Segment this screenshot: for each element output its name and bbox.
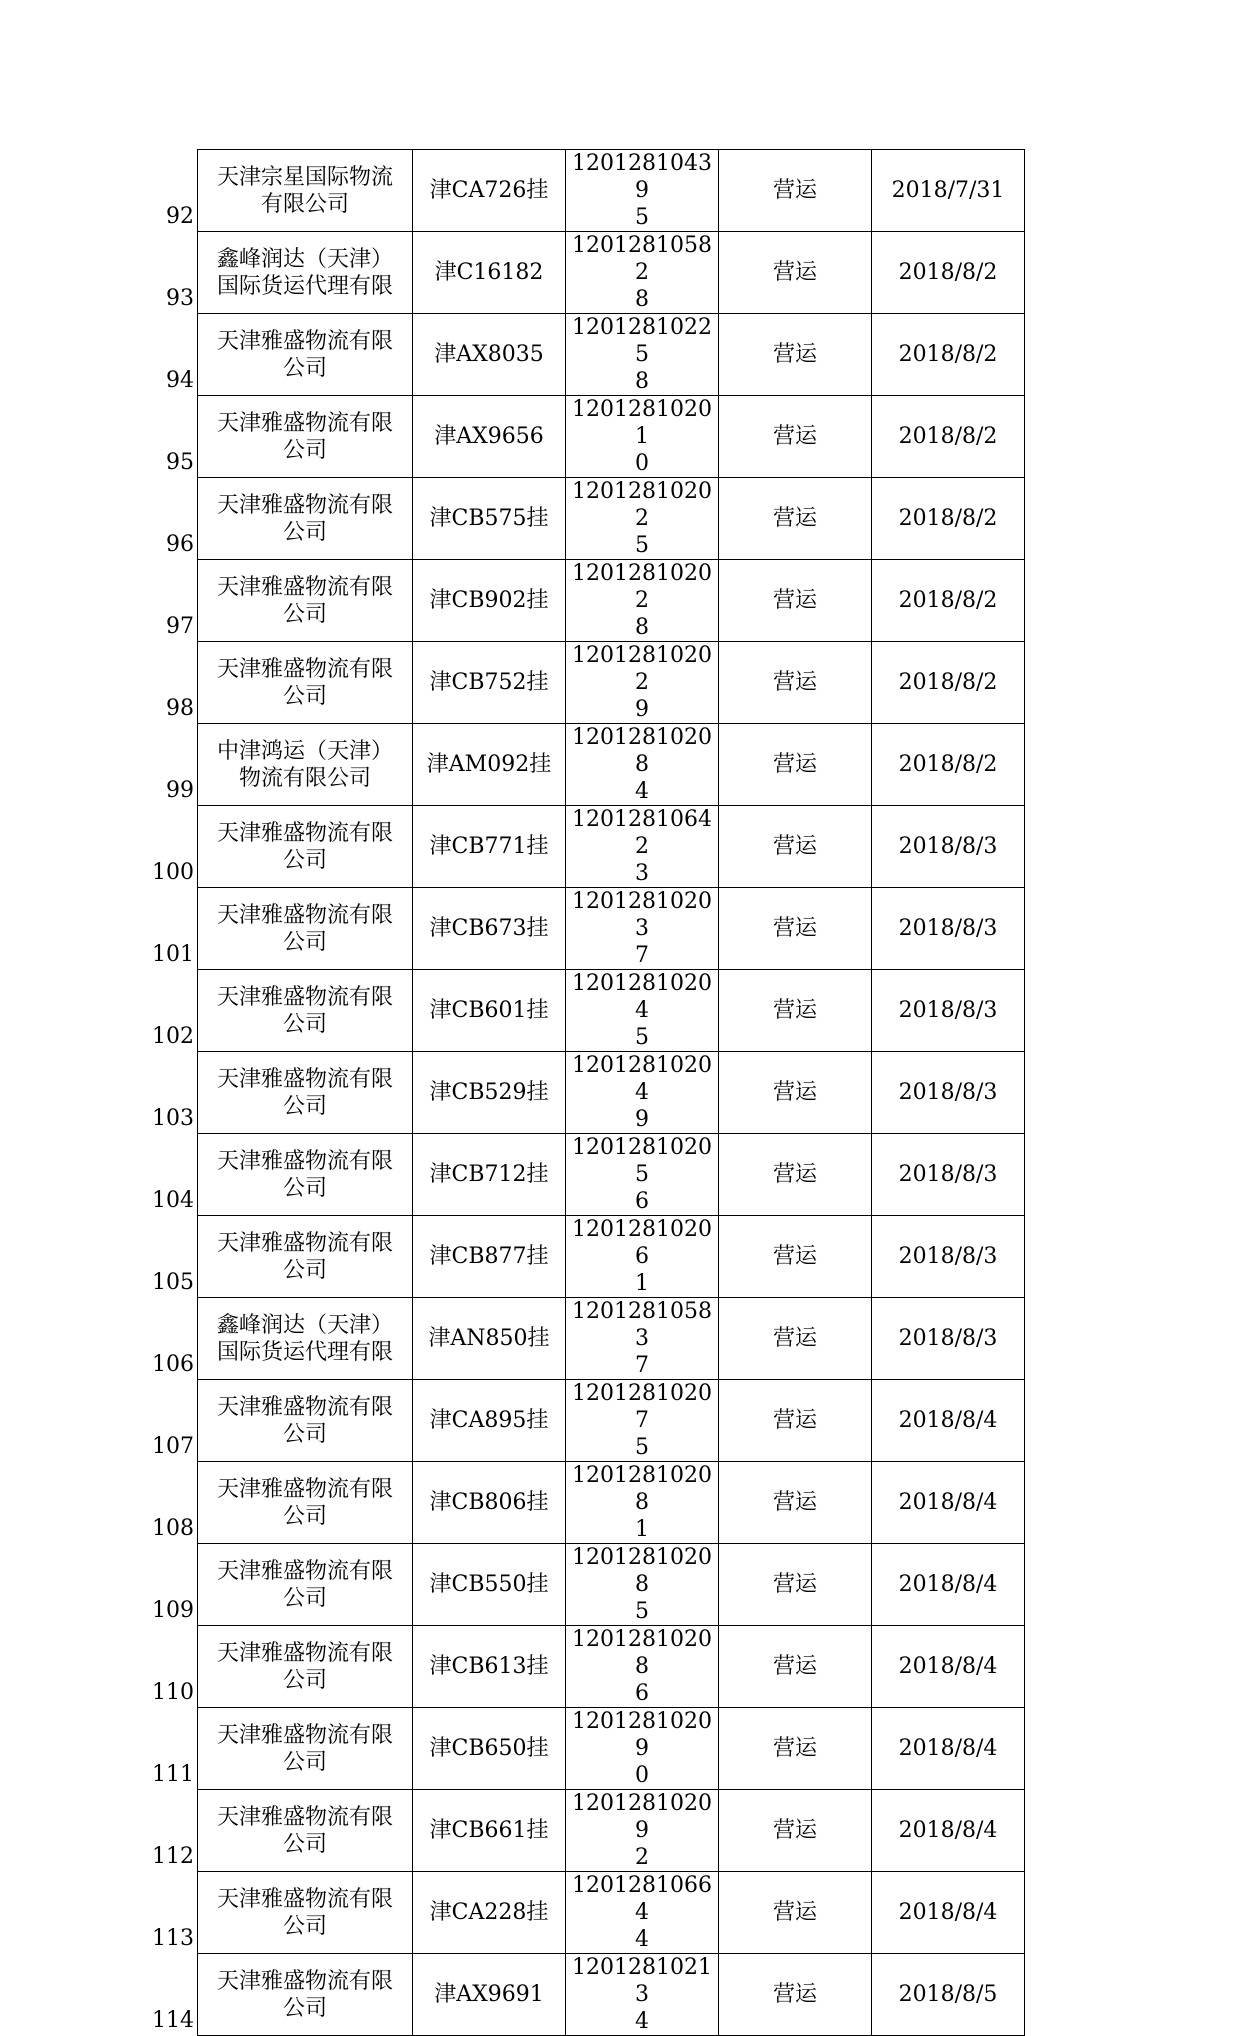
plate-number-cell: 津CB806挂 [413,1462,566,1544]
usage-nature-cell: 营运 [719,1462,872,1544]
permit-number-line: 2 [635,1845,649,1870]
permit-number-cell [566,1708,719,1790]
permit-number-line: 12012810209 [572,1709,712,1761]
company-name-line: 公司 [282,1667,327,1693]
permit-number-cell [566,888,719,970]
company-cell [198,888,413,970]
permit-number-line: 4 [635,2009,649,2034]
table-body [149,150,1025,2036]
table-row [149,1708,1025,1790]
date-cell: 2018/8/4 [872,1544,1025,1626]
plate-number-cell: 津CB712挂 [413,1134,566,1216]
company-cell [198,1708,413,1790]
permit-number-line: 12012810203 [572,889,712,941]
row-number: 114 [152,2007,194,2033]
permit-number-line: 8 [635,615,649,640]
usage-nature-cell: 营运 [719,232,872,314]
date-cell: 2018/7/31 [872,150,1025,232]
usage-nature-cell: 营运 [719,1052,872,1134]
usage-nature-cell: 营运 [719,1380,872,1462]
company-name-line: 公司 [282,519,327,545]
usage-nature-cell: 营运 [719,560,872,642]
permit-number-cell [566,478,719,560]
plate-number-cell: 津CB877挂 [413,1216,566,1298]
date-cell: 2018/8/4 [872,1872,1025,1954]
permit-number-line: 12012810202 [572,479,712,531]
permit-number-line: 12012810201 [572,397,712,449]
usage-nature-cell: 营运 [719,806,872,888]
usage-nature-cell: 营运 [719,314,872,396]
plate-number-cell: 津AM092挂 [413,724,566,806]
permit-number-line: 12012810583 [572,1299,712,1351]
plate-number-cell: 津CB613挂 [413,1626,566,1708]
row-number: 98 [166,695,194,721]
table-row [149,806,1025,888]
date-cell: 2018/8/3 [872,1216,1025,1298]
permit-number-line: 9 [635,697,649,722]
table-row [149,1216,1025,1298]
company-name-line: 天津雅盛物流有限 [216,492,393,518]
row-number: 102 [152,1023,194,1049]
row-number: 92 [166,203,194,229]
company-name-line: 鑫峰润达（天津） [216,1312,393,1338]
permit-number-cell [566,1298,719,1380]
table-row [149,1872,1025,1954]
row-number: 108 [152,1515,194,1541]
plate-number-cell: 津CB771挂 [413,806,566,888]
plate-number-cell: 津CB661挂 [413,1790,566,1872]
company-name-line: 天津雅盛物流有限 [216,902,393,928]
permit-number-line: 12012810206 [572,1217,712,1269]
plate-number-cell: 津CA895挂 [413,1380,566,1462]
table-row [149,150,1025,232]
company-name-line: 天津雅盛物流有限 [216,1968,393,1994]
company-name-line: 天津雅盛物流有限 [216,820,393,846]
table-row [149,478,1025,560]
permit-number-cell [566,560,719,642]
row-number: 96 [166,531,194,557]
table-row [149,396,1025,478]
company-cell [198,1216,413,1298]
company-name-line: 国际货运代理有限 [216,1339,393,1365]
company-name-line: 公司 [282,847,327,873]
table-row [149,1052,1025,1134]
permit-number-line: 5 [635,1599,649,1624]
permit-number-line: 12012810209 [572,1791,712,1843]
row-number: 110 [152,1679,194,1705]
plate-number-cell: 津CB529挂 [413,1052,566,1134]
permit-number-cell [566,1872,719,1954]
permit-number-line: 0 [635,451,649,476]
date-cell: 2018/8/3 [872,888,1025,970]
usage-nature-cell: 营运 [719,1790,872,1872]
permit-number-line: 12012810208 [572,1545,712,1597]
usage-nature-cell: 营运 [719,396,872,478]
permit-number-line: 12012810642 [572,807,712,859]
date-cell: 2018/8/5 [872,1954,1025,2036]
company-name-line: 公司 [282,1503,327,1529]
date-cell: 2018/8/3 [872,806,1025,888]
date-cell: 2018/8/4 [872,1380,1025,1462]
company-cell [198,1544,413,1626]
permit-number-line: 1 [635,1271,649,1296]
table-row [149,888,1025,970]
permit-number-line: 7 [635,943,649,968]
company-cell [198,1872,413,1954]
company-name-line: 天津雅盛物流有限 [216,1394,393,1420]
plate-number-cell: 津CB550挂 [413,1544,566,1626]
company-name-line: 公司 [282,1011,327,1037]
permit-number-line: 8 [635,369,649,394]
company-cell [198,1298,413,1380]
row-number: 93 [166,285,194,311]
date-cell: 2018/8/2 [872,232,1025,314]
usage-nature-cell: 营运 [719,1216,872,1298]
company-name-line: 公司 [282,1421,327,1447]
permit-number-line: 5 [635,533,649,558]
plate-number-cell: 津AX9691 [413,1954,566,2036]
plate-number-cell: 津CB902挂 [413,560,566,642]
company-cell [198,150,413,232]
permit-number-line: 7 [635,1353,649,1378]
permit-number-cell [566,314,719,396]
company-name-line: 公司 [282,1093,327,1119]
company-name-line: 天津雅盛物流有限 [216,1804,393,1830]
plate-number-cell: 津CB673挂 [413,888,566,970]
row-number: 99 [166,777,194,803]
permit-number-line: 12012810204 [572,1053,712,1105]
date-cell: 2018/8/3 [872,970,1025,1052]
permit-number-line: 12012810205 [572,1135,712,1187]
permit-number-line: 5 [635,205,649,230]
company-name-line: 公司 [282,601,327,627]
row-number: 113 [152,1925,194,1951]
row-number: 97 [166,613,194,639]
date-cell: 2018/8/2 [872,478,1025,560]
permit-number-line: 1 [635,1517,649,1542]
date-cell: 2018/8/3 [872,1052,1025,1134]
usage-nature-cell: 营运 [719,888,872,970]
company-cell [198,724,413,806]
company-name-line: 中津鸿运（天津） [216,738,393,764]
usage-nature-cell: 营运 [719,1872,872,1954]
company-name-line: 公司 [282,1585,327,1611]
permit-number-line: 12012810208 [572,1463,712,1515]
plate-number-cell: 津CB601挂 [413,970,566,1052]
company-cell [198,478,413,560]
row-number: 94 [166,367,194,393]
usage-nature-cell: 营运 [719,1708,872,1790]
permit-number-line: 12012810225 [572,315,712,367]
company-name-line: 鑫峰润达（天津） [216,246,393,272]
company-name-line: 天津雅盛物流有限 [216,656,393,682]
date-cell: 2018/8/4 [872,1790,1025,1872]
date-cell: 2018/8/2 [872,314,1025,396]
company-name-line: 天津雅盛物流有限 [216,1476,393,1502]
company-cell [198,970,413,1052]
date-cell: 2018/8/4 [872,1462,1025,1544]
permit-number-cell [566,1380,719,1462]
usage-nature-cell: 营运 [719,642,872,724]
usage-nature-cell: 营运 [719,1954,872,2036]
table-row [149,970,1025,1052]
company-name-line: 天津雅盛物流有限 [216,984,393,1010]
permit-number-line: 12012810202 [572,561,712,613]
table-row [149,1544,1025,1626]
permit-number-cell [566,806,719,888]
table-row [149,314,1025,396]
date-cell: 2018/8/3 [872,1298,1025,1380]
plate-number-cell: 津CA228挂 [413,1872,566,1954]
company-name-line: 天津雅盛物流有限 [216,328,393,354]
table-row [149,1626,1025,1708]
company-cell [198,1626,413,1708]
table-row [149,1790,1025,1872]
permit-number-line: 5 [635,1025,649,1050]
company-name-line: 天津雅盛物流有限 [216,1640,393,1666]
company-cell [198,232,413,314]
company-name-line: 公司 [282,355,327,381]
permit-number-cell [566,1216,719,1298]
permit-number-cell [566,1544,719,1626]
company-name-line: 天津雅盛物流有限 [216,1148,393,1174]
company-name-line: 公司 [282,683,327,709]
company-name-line: 国际货运代理有限 [216,273,393,299]
date-cell: 2018/8/2 [872,724,1025,806]
permit-number-cell [566,642,719,724]
row-number: 100 [152,859,194,885]
usage-nature-cell: 营运 [719,150,872,232]
table-row [149,232,1025,314]
row-number: 109 [152,1597,194,1623]
permit-number-cell [566,1626,719,1708]
permit-number-line: 12012810439 [572,151,712,203]
row-number: 112 [152,1843,194,1869]
company-name-line: 天津雅盛物流有限 [216,574,393,600]
permit-number-line: 8 [635,287,649,312]
plate-number-cell: 津CB575挂 [413,478,566,560]
table-row [149,1298,1025,1380]
plate-number-cell: 津C16182 [413,232,566,314]
company-name-line: 有限公司 [260,191,349,217]
date-cell: 2018/8/3 [872,1134,1025,1216]
company-name-line: 天津雅盛物流有限 [216,410,393,436]
permit-number-line: 4 [635,1927,649,1952]
permit-number-line: 12012810204 [572,971,712,1023]
permit-number-line: 6 [635,1681,649,1706]
company-name-line: 天津雅盛物流有限 [216,1066,393,1092]
permit-number-cell [566,970,719,1052]
permit-number-line: 5 [635,1435,649,1460]
plate-number-cell: 津AN850挂 [413,1298,566,1380]
company-cell [198,560,413,642]
permit-number-cell [566,396,719,478]
date-cell: 2018/8/2 [872,642,1025,724]
date-cell: 2018/8/4 [872,1626,1025,1708]
company-name-line: 公司 [282,929,327,955]
company-cell [198,314,413,396]
usage-nature-cell: 营运 [719,1544,872,1626]
company-name-line: 公司 [282,1749,327,1775]
table-row [149,1954,1025,2036]
company-cell [198,1954,413,2036]
company-name-line: 天津宗星国际物流 [216,164,393,190]
company-name-line: 天津雅盛物流有限 [216,1558,393,1584]
table-row [149,560,1025,642]
company-cell [198,1134,413,1216]
plate-number-cell: 津CB650挂 [413,1708,566,1790]
permit-number-line: 4 [635,779,649,804]
table-row [149,1462,1025,1544]
permit-number-cell [566,1052,719,1134]
row-number: 106 [152,1351,194,1377]
permit-number-line: 12012810213 [572,1955,712,2007]
company-name-line: 天津雅盛物流有限 [216,1722,393,1748]
row-number: 103 [152,1105,194,1131]
permit-number-line: 3 [635,861,649,886]
row-number: 95 [166,449,194,475]
table-row [149,642,1025,724]
date-cell: 2018/8/4 [872,1708,1025,1790]
company-name-line: 公司 [282,1831,327,1857]
permit-number-line: 12012810664 [572,1873,712,1925]
company-cell [198,806,413,888]
company-name-line: 物流有限公司 [238,765,371,791]
usage-nature-cell: 营运 [719,478,872,560]
plate-number-cell: 津AX8035 [413,314,566,396]
company-name-line: 公司 [282,1257,327,1283]
company-cell [198,1462,413,1544]
usage-nature-cell: 营运 [719,1626,872,1708]
company-cell [198,642,413,724]
company-name-line: 天津雅盛物流有限 [216,1886,393,1912]
company-cell [198,1380,413,1462]
permit-number-cell [566,1954,719,2036]
usage-nature-cell: 营运 [719,970,872,1052]
plate-number-cell: 津CB752挂 [413,642,566,724]
row-number: 104 [152,1187,194,1213]
permit-number-cell [566,150,719,232]
table-row [149,1380,1025,1462]
permit-number-line: 9 [635,1107,649,1132]
date-cell: 2018/8/2 [872,560,1025,642]
company-cell [198,1790,413,1872]
permit-number-cell [566,1462,719,1544]
plate-number-cell: 津CA726挂 [413,150,566,232]
usage-nature-cell: 营运 [719,724,872,806]
permit-number-line: 6 [635,1189,649,1214]
permit-number-cell [566,724,719,806]
row-number: 105 [152,1269,194,1295]
date-cell: 2018/8/2 [872,396,1025,478]
permit-number-line: 12012810208 [572,725,712,777]
company-cell [198,1052,413,1134]
company-cell [198,396,413,478]
row-number: 111 [152,1761,194,1787]
vehicle-records-table [149,149,1025,2036]
table-row [149,724,1025,806]
row-number: 101 [152,941,194,967]
company-name-line: 公司 [282,437,327,463]
table-row [149,1134,1025,1216]
permit-number-line: 12012810202 [572,643,712,695]
permit-number-line: 12012810582 [572,233,712,285]
permit-number-line: 12012810207 [572,1381,712,1433]
permit-number-line: 12012810208 [572,1627,712,1679]
plate-number-cell: 津AX9656 [413,396,566,478]
company-name-line: 天津雅盛物流有限 [216,1230,393,1256]
company-name-line: 公司 [282,1913,327,1939]
permit-number-cell [566,1134,719,1216]
permit-number-cell [566,1790,719,1872]
company-name-line: 公司 [282,1175,327,1201]
company-name-line: 公司 [282,1995,327,2021]
row-number: 107 [152,1433,194,1459]
usage-nature-cell: 营运 [719,1298,872,1380]
permit-number-line: 0 [635,1763,649,1788]
permit-number-cell [566,232,719,314]
usage-nature-cell: 营运 [719,1134,872,1216]
